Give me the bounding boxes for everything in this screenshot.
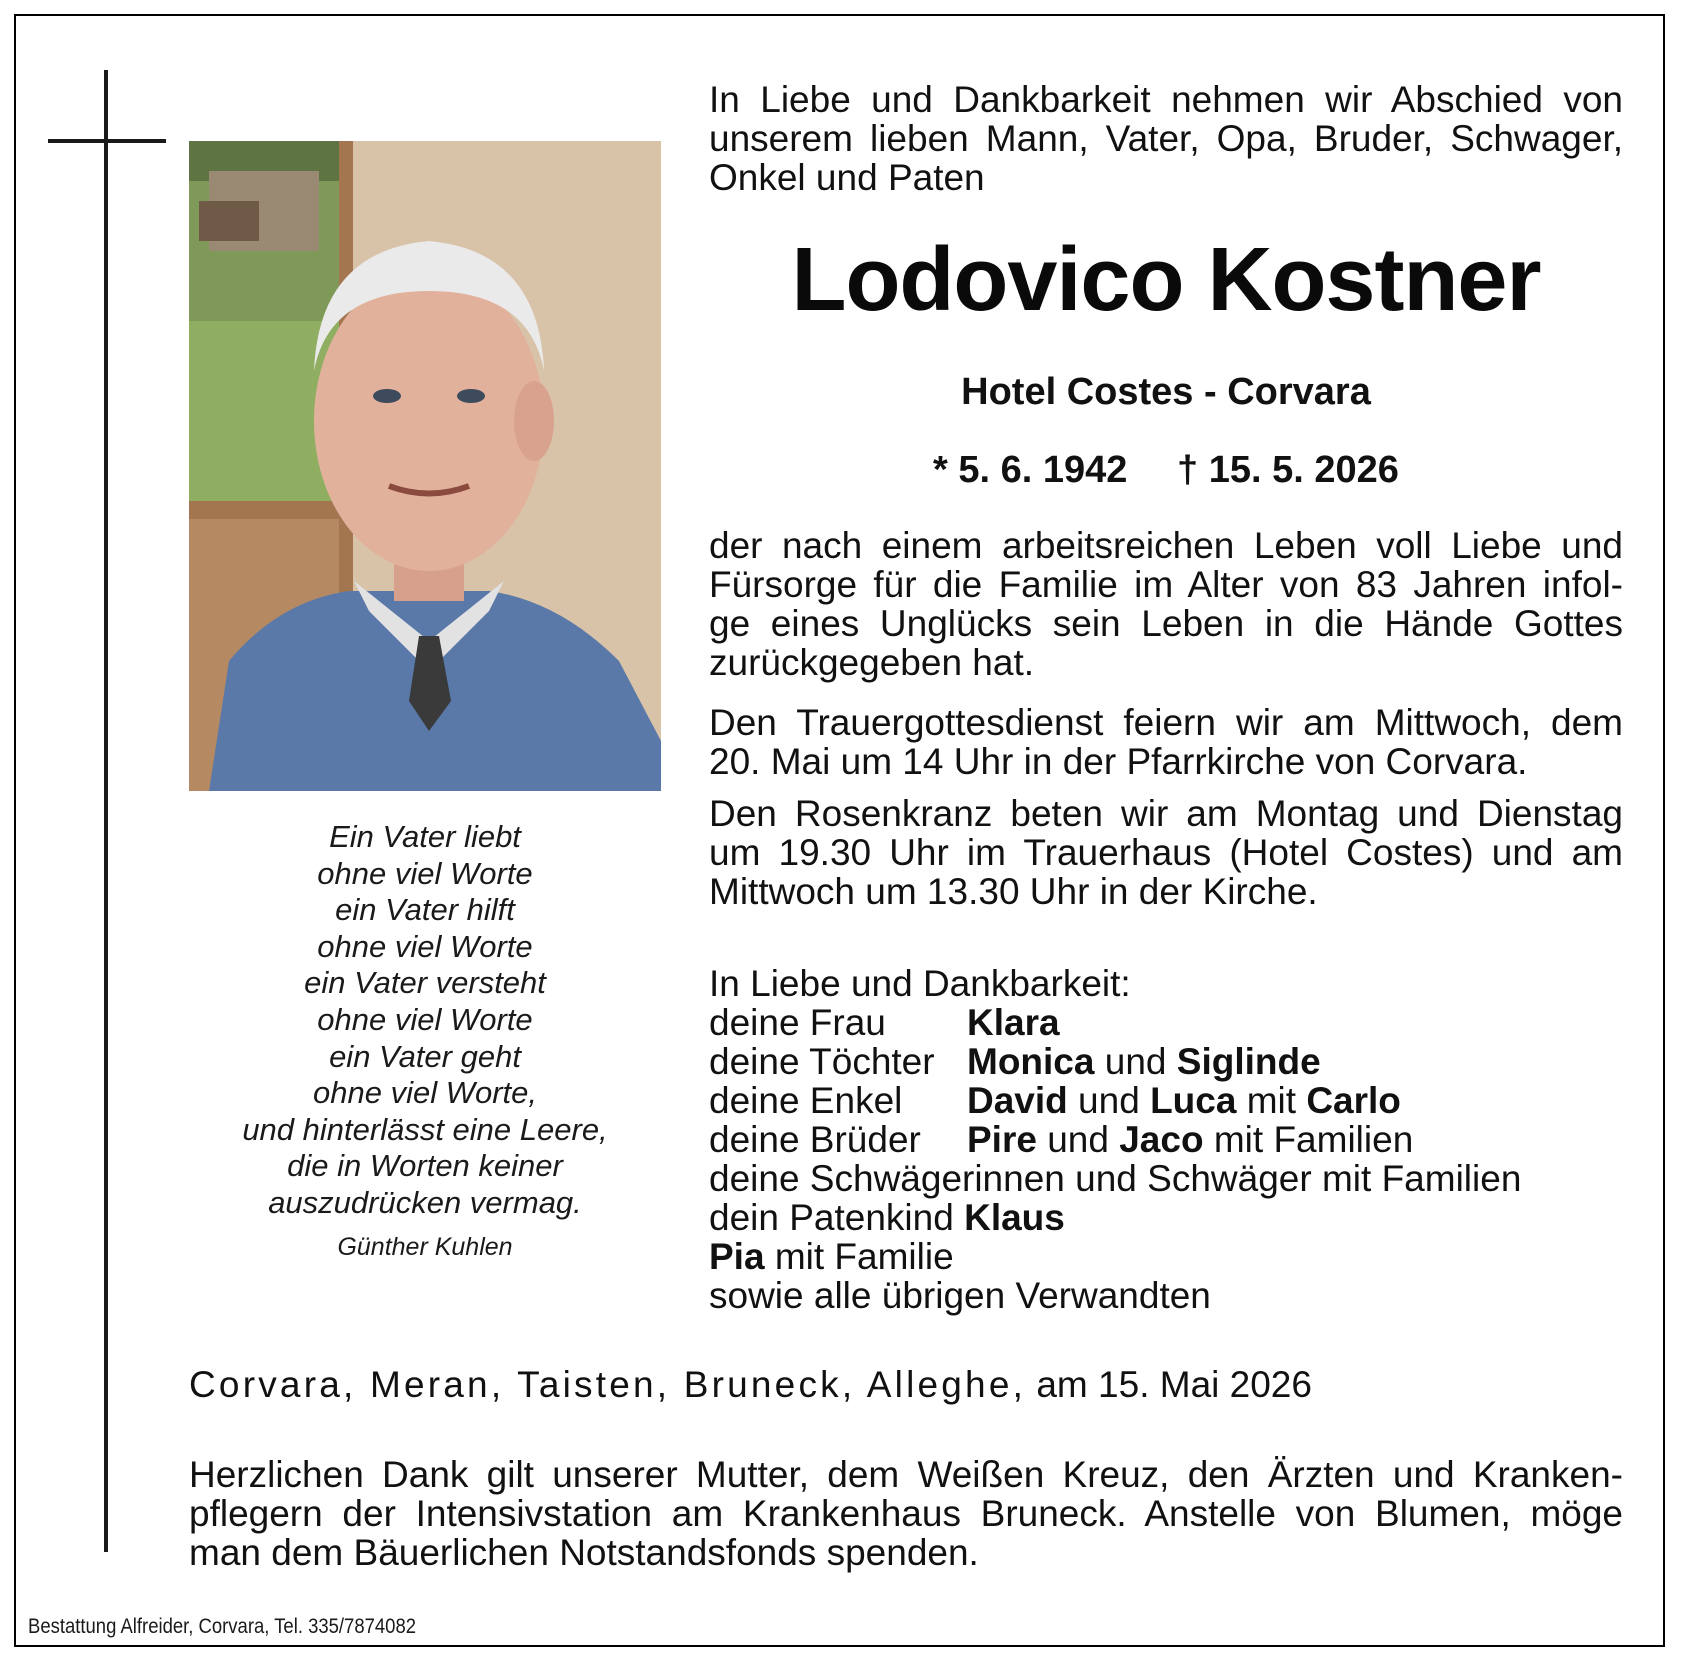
poem bbox=[200, 819, 650, 1262]
connector: und bbox=[1067, 1080, 1151, 1121]
death-date: † 15. 5. 2026 bbox=[1177, 449, 1399, 491]
family-name: Siglinde bbox=[1176, 1041, 1321, 1082]
relation-label: dein Patenkind bbox=[709, 1197, 965, 1238]
family-name: Jaco bbox=[1119, 1119, 1204, 1160]
poem-line: auszudrücken vermag. bbox=[268, 1184, 582, 1220]
family-row-pia bbox=[709, 1237, 1623, 1276]
rosary-line: um 19.30 Uhr im Trauerhaus (Hotel Costes) und am bbox=[709, 832, 1623, 873]
place-date-line bbox=[189, 1365, 1312, 1405]
poem-line: die in Worten keiner bbox=[287, 1148, 563, 1184]
family-name: Carlo bbox=[1306, 1080, 1401, 1121]
rosary-line: Mittwoch um 13.30 Uhr in der Kirche. bbox=[709, 871, 1318, 912]
poem-line: ein Vater hilft bbox=[335, 892, 515, 928]
funeral-home-footer: Bestattung Alfreider, Corvara, Tel. 335/7874082 bbox=[28, 1615, 417, 1638]
family-name: Klaus bbox=[964, 1197, 1065, 1238]
relation-label: deine Enkel bbox=[709, 1080, 903, 1121]
life-line: der nach einem arbeitsreichen Leben voll Liebe und bbox=[709, 525, 1623, 566]
poem-author: Günther Kuhlen bbox=[337, 1232, 513, 1261]
intro-line: In Liebe und Dankbarkeit nehmen wir Abschied von bbox=[709, 79, 1623, 120]
life-line: zurückgegeben hat. bbox=[709, 642, 1035, 683]
family-row-brothers bbox=[709, 1120, 1623, 1159]
poem-line: ein Vater versteht bbox=[304, 965, 546, 1001]
intro-text bbox=[709, 80, 1623, 197]
relation-label: deine Frau bbox=[709, 1002, 886, 1043]
family-row-inlaws: deine Schwägerinnen und Schwäger mit Familien bbox=[709, 1158, 1522, 1199]
rosary-paragraph bbox=[709, 794, 1623, 911]
family-row-godchild bbox=[709, 1198, 1623, 1237]
family-row-daughters bbox=[709, 1042, 1623, 1081]
connector: mit Familie bbox=[764, 1236, 954, 1277]
poem-line: ohne viel Worte, bbox=[313, 1075, 537, 1111]
rosary-line: Den Rosenkranz beten wir am Montag und Dienstag bbox=[709, 793, 1623, 834]
cross-vertical-bar bbox=[104, 70, 108, 1552]
funeral-line: 20. Mai um 14 Uhr in der Pfarrkirche von Corvara. bbox=[709, 741, 1528, 782]
birth-date: * 5. 6. 1942 bbox=[933, 449, 1128, 491]
family-name: Pire bbox=[967, 1119, 1037, 1160]
connector: mit bbox=[1236, 1080, 1307, 1121]
family-row-relatives: sowie alle übrigen Verwandten bbox=[709, 1275, 1211, 1316]
family-row-wife bbox=[709, 1003, 1623, 1042]
intro-line: Onkel und Paten bbox=[709, 157, 985, 198]
thanks-line: pflegern der Intensivstation am Krankenhaus Bruneck. Anstelle von Blumen, möge bbox=[189, 1493, 1623, 1534]
connector: und bbox=[1036, 1119, 1120, 1160]
family-heading: In Liebe und Dankbarkeit: bbox=[709, 963, 1131, 1004]
family-name: Klara bbox=[967, 1002, 1060, 1043]
cross-horizontal-bar bbox=[48, 139, 166, 143]
poem-line: ohne viel Worte bbox=[317, 855, 533, 891]
family-name: Monica bbox=[967, 1041, 1095, 1082]
life-line: Fürsorge für die Familie im Alter von 83 Jahren infol- bbox=[709, 564, 1623, 605]
family-row-grandchildren bbox=[709, 1081, 1623, 1120]
thanks-line: Herzlichen Dank gilt unserer Mutter, dem Weißen Kreuz, den Ärzten und Kranken- bbox=[189, 1454, 1623, 1495]
intro-line: unserem lieben Mann, Vater, Opa, Bruder, Schwager, bbox=[709, 118, 1623, 159]
notice-date: am 15. Mai 2026 bbox=[1026, 1364, 1312, 1405]
connector: und bbox=[1094, 1041, 1177, 1082]
life-line: ge eines Unglücks sein Leben in die Hände Gottes bbox=[709, 603, 1623, 644]
hotel-line: Hotel Costes - Corvara bbox=[961, 371, 1371, 413]
family-name: Luca bbox=[1150, 1080, 1237, 1121]
life-paragraph bbox=[709, 526, 1623, 682]
relation-label: deine Töchter bbox=[709, 1041, 935, 1082]
connector: mit Familien bbox=[1203, 1119, 1414, 1160]
family-name: Pia bbox=[709, 1236, 765, 1277]
relation-label: deine Brüder bbox=[709, 1119, 921, 1160]
portrait-photo bbox=[189, 141, 661, 791]
poem-line: und hinterlässt eine Leere, bbox=[242, 1111, 608, 1147]
places: Corvara, Meran, Taisten, Bruneck, Alleghe, bbox=[189, 1364, 1027, 1405]
thanks-paragraph bbox=[189, 1455, 1623, 1572]
family-name: David bbox=[967, 1080, 1068, 1121]
deceased-name: Lodovico Kostner bbox=[791, 230, 1541, 330]
family-list bbox=[709, 964, 1623, 1315]
poem-line: ohne viel Worte bbox=[317, 1001, 533, 1037]
poem-line: Ein Vater liebt bbox=[329, 819, 521, 854]
funeral-line: Den Trauergottesdienst feiern wir am Mittwoch, dem bbox=[709, 702, 1623, 743]
poem-line: ohne viel Worte bbox=[317, 928, 533, 964]
thanks-line: man dem Bäuerlichen Notstandsfonds spenden. bbox=[189, 1532, 979, 1573]
funeral-paragraph bbox=[709, 703, 1623, 781]
poem-line: ein Vater geht bbox=[329, 1038, 521, 1074]
